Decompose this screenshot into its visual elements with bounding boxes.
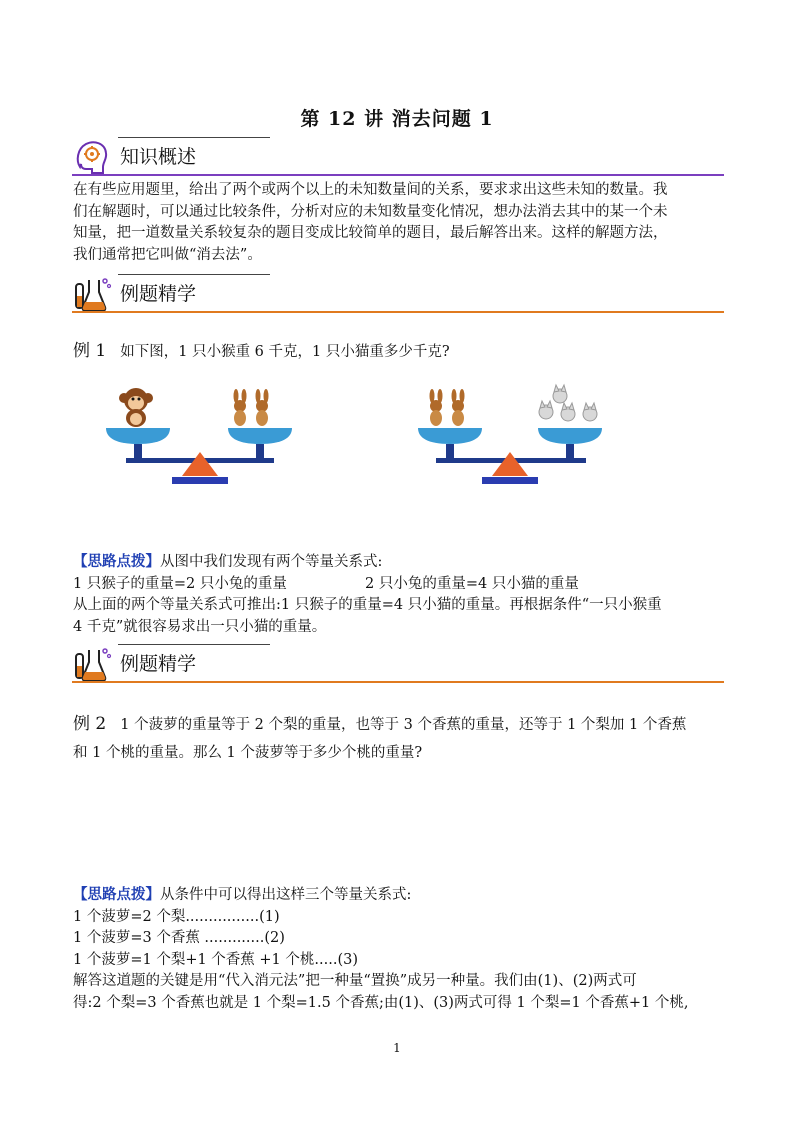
example-1-hint	[73, 551, 725, 638]
balance-scale-right	[410, 378, 620, 490]
section-header-overview	[72, 137, 724, 181]
brain-gear-icon	[72, 137, 112, 177]
header-underline	[72, 681, 724, 683]
hint-text: 从条件中可以得出这样三个等量关系式:	[160, 887, 412, 903]
example-1-question	[73, 336, 450, 361]
text-line: 解答这道题的关键是用“代入消元法”把一种量“置换”成另一种量。我们由(1)、(2)两式可	[73, 973, 637, 989]
example-label: 例 2	[73, 714, 107, 734]
scale-fulcrum	[182, 452, 218, 476]
two-rabbits-icon	[234, 389, 269, 426]
page-title: 第 12 讲 消去问题 1	[300, 108, 494, 130]
lab-flask-icon	[72, 274, 112, 314]
section-title: 例题精学	[120, 653, 197, 675]
scale-pan	[106, 428, 170, 444]
hint-tag: 【思路点拨】	[73, 886, 160, 903]
monkey-icon	[119, 388, 153, 427]
scale-base	[172, 477, 228, 484]
example-label: 例 1	[73, 341, 107, 361]
relation-left: 1 只猴子的重量=2 只小兔的重量	[73, 575, 287, 592]
hint-line	[73, 551, 725, 574]
equation-line: 1 个菠萝=2 个梨................(1)	[73, 908, 280, 925]
overview-paragraph	[73, 180, 725, 266]
lab-flask-icon	[72, 644, 112, 684]
relation-right: 2 只小兔的重量=4 只小猫的重量	[365, 575, 579, 592]
text-line: 知量，把一道数量关系较复杂的题目变成比较简单的题目，最后解答出来。这样的解题方法，	[73, 225, 668, 241]
scale-fulcrum	[492, 452, 528, 476]
text-line: 4 千克”就很容易求出一只小猫的重量。	[73, 618, 327, 635]
question-text: 1 个菠萝的重量等于 2 个梨的重量，也等于 3 个香蕉的重量，还等于 1 个梨加 1 个香蕉	[120, 717, 687, 733]
text-line: 从上面的两个等量关系式可推出:1 只猴子的重量=4 只小猫的重量。再根据条件“一只小猴重	[73, 597, 662, 613]
text-line: 得:2 个梨=3 个香蕉也就是 1 个梨=1.5 个香蕉;由(1)、(3)两式可得 1 个梨=1 个香蕉+1 个桃,	[73, 994, 689, 1011]
header-underline	[72, 311, 724, 313]
section-header-example-1	[72, 274, 724, 318]
section-header-example-2	[72, 644, 724, 688]
hint-line	[73, 884, 725, 907]
scale-pan	[538, 428, 602, 444]
equation-line: 1 个菠萝=3 个香蕉 .............(2)	[73, 930, 285, 946]
page-number: 1	[393, 1041, 401, 1055]
header-underline	[72, 174, 724, 176]
text-line: 我们通常把它叫做“消去法”。	[73, 246, 262, 263]
scale-pan	[228, 428, 292, 444]
equation-line: 1 个菠萝=1 个梨+1 个香蕉 +1 个桃.....(3)	[73, 951, 358, 968]
two-rabbits-icon	[430, 389, 465, 426]
section-title: 例题精学	[120, 283, 197, 305]
balance-scale-left	[100, 378, 310, 490]
example-2-question	[73, 710, 725, 767]
scale-base	[482, 477, 538, 484]
example-2-hint	[73, 884, 725, 1014]
relation-line	[73, 574, 725, 596]
scale-pan	[418, 428, 482, 444]
four-cats-icon	[539, 385, 597, 421]
header-overline	[118, 137, 270, 138]
hint-text: 从图中我们发现有两个等量关系式:	[160, 554, 383, 570]
question-line	[73, 710, 725, 739]
header-overline	[118, 274, 270, 275]
question-text: 如下图，1 只小猴重 6 千克，1 只小猫重多少千克?	[120, 344, 450, 360]
text-line: 们在解题时，可以通过比较条件，分析对应的未知数量变化情况，想办法消去其中的某一个未	[73, 203, 668, 220]
question-line: 和 1 个桃的重量。那么 1 个菠萝等于多少个桃的重量?	[73, 745, 423, 761]
hint-tag: 【思路点拨】	[73, 553, 160, 570]
text-line: 在有些应用题里，给出了两个或两个以上的未知数量间的关系，要求求出这些未知的数量。我	[73, 182, 668, 198]
header-overline	[118, 644, 270, 645]
section-title: 知识概述	[120, 146, 197, 168]
